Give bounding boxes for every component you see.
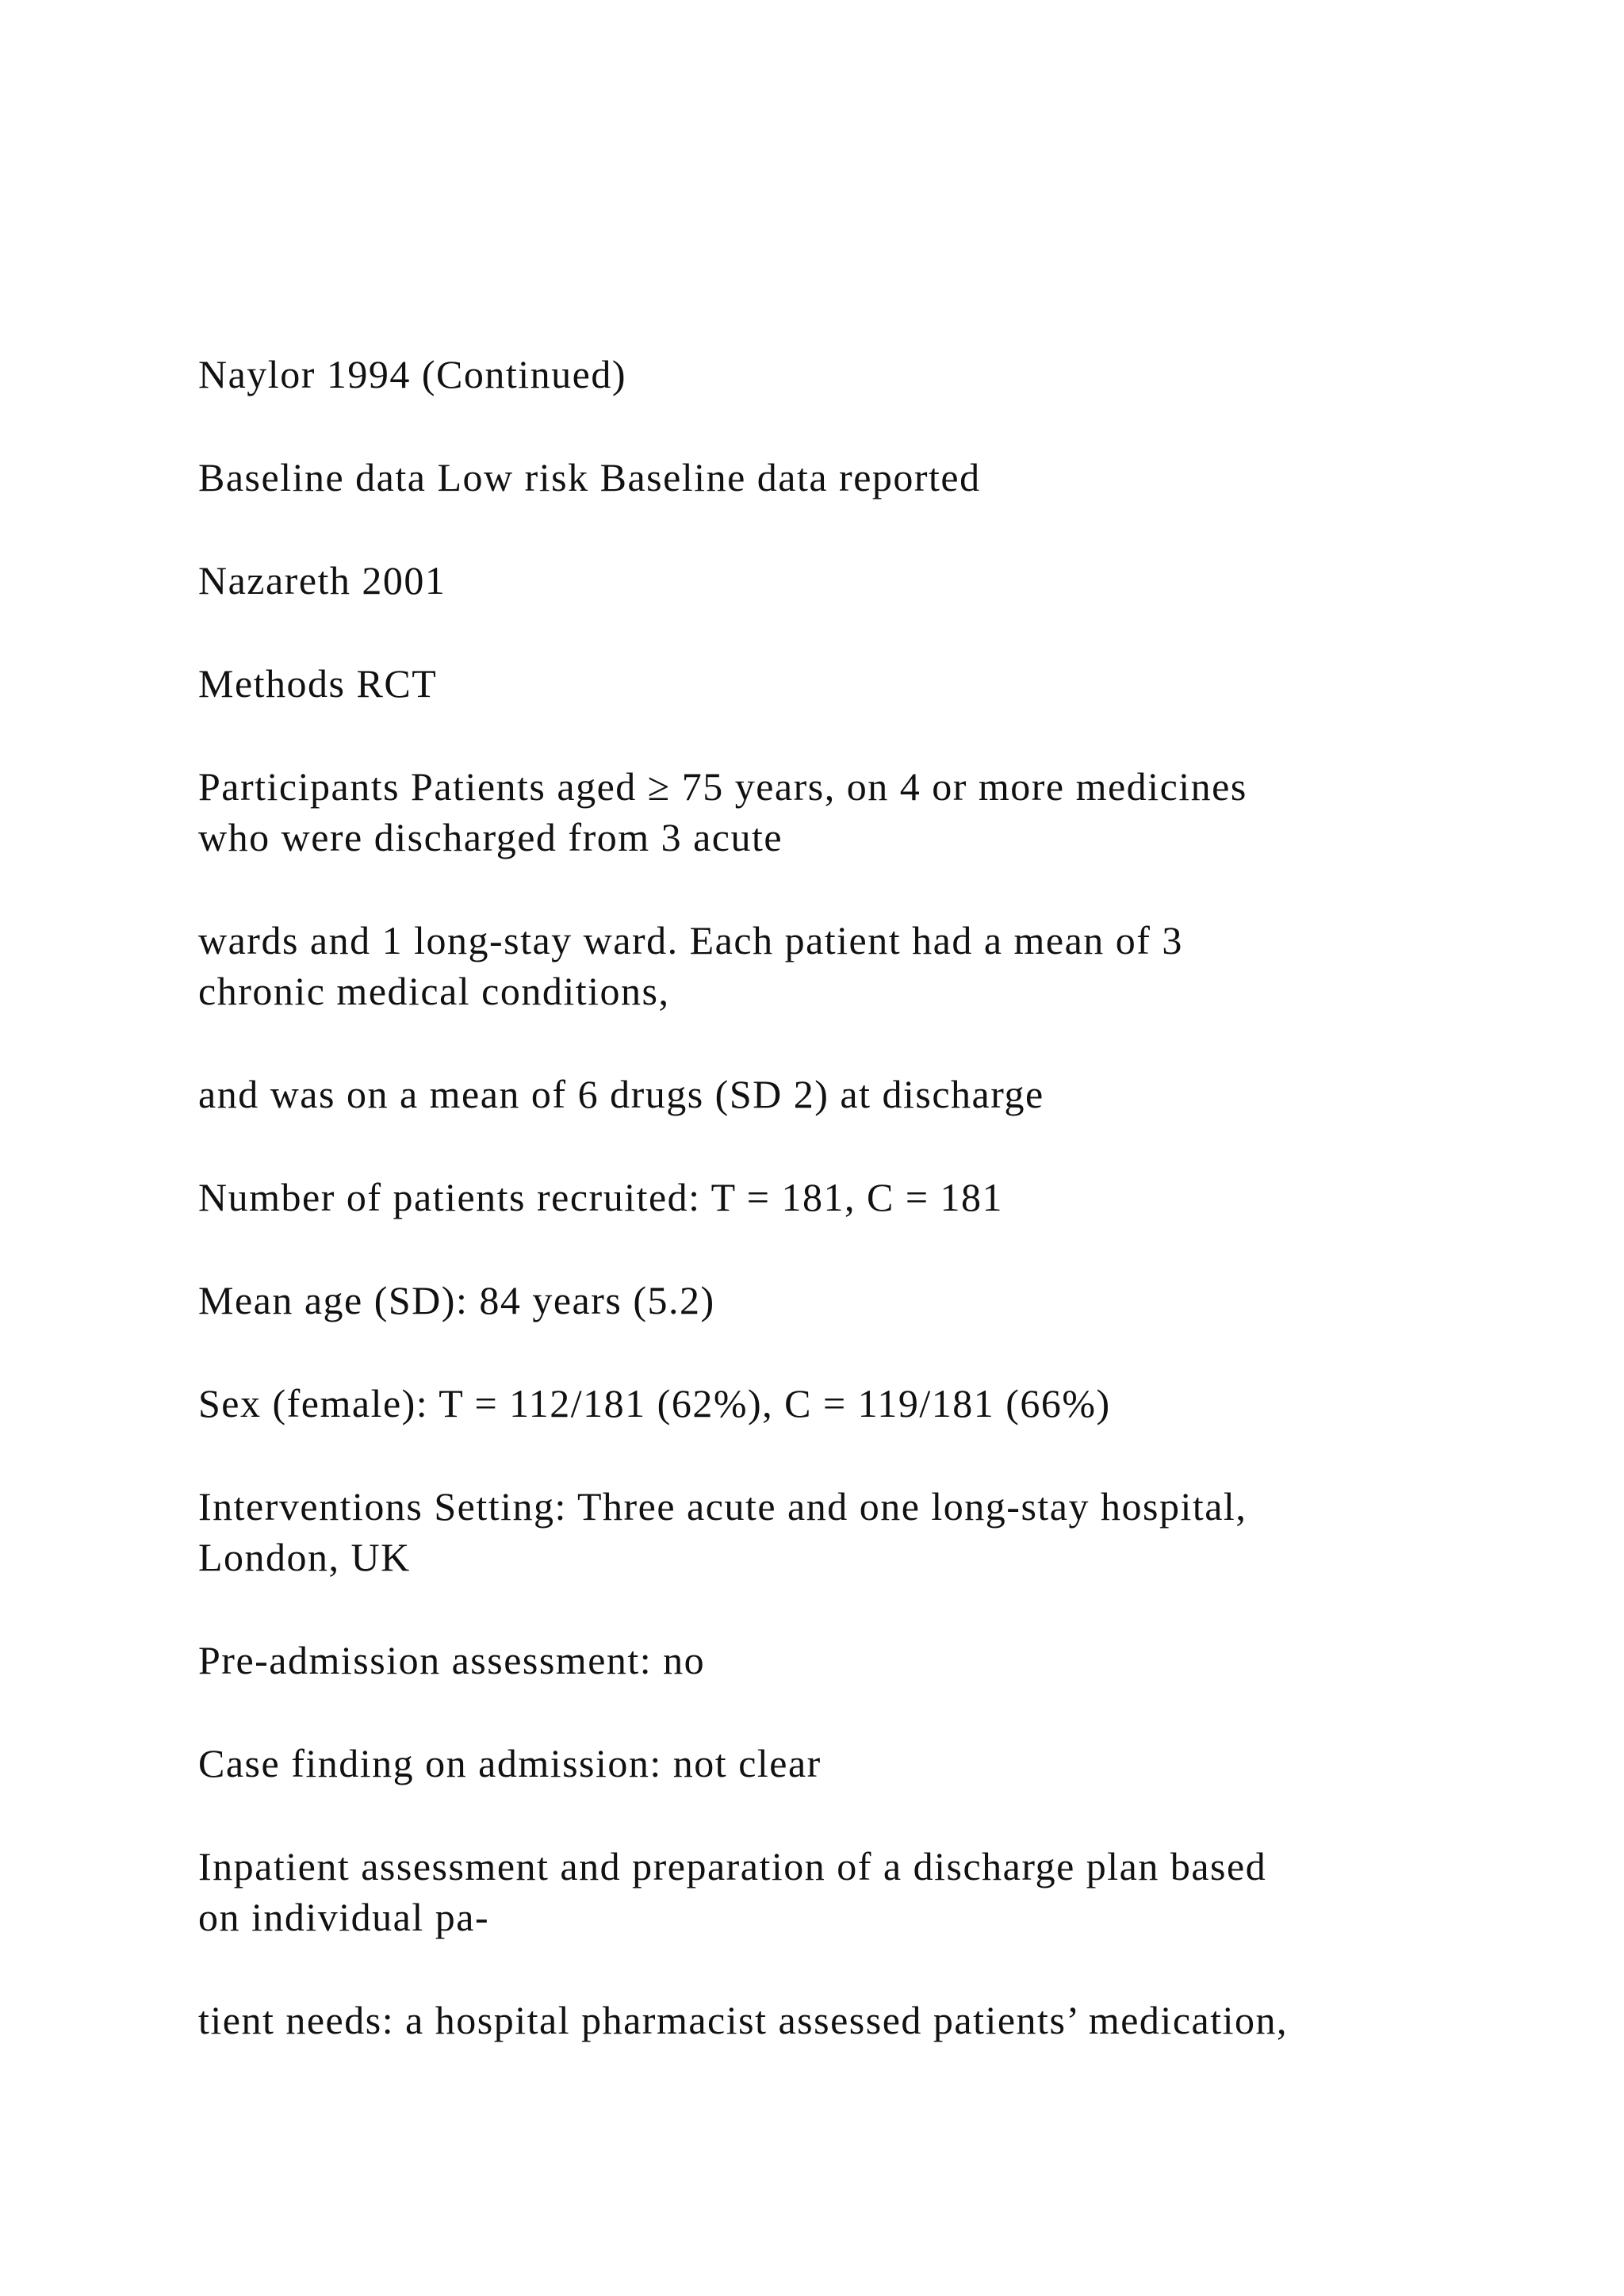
text-line: London, UK — [198, 1535, 411, 1579]
paragraph-mean-age — [198, 1275, 1483, 1326]
text-line: Mean age (SD): 84 years (5.2) — [198, 1278, 715, 1322]
text-line: Interventions Setting: Three acute and one long-stay hospital, — [198, 1484, 1247, 1529]
paragraph-recruited — [198, 1172, 1483, 1223]
text-line: Nazareth 2001 — [198, 558, 446, 603]
text-line: Methods RCT — [198, 661, 438, 706]
paragraph-sex — [198, 1378, 1483, 1429]
text-line: on individual pa- — [198, 1895, 490, 1939]
paragraph-drugs — [198, 1069, 1483, 1119]
paragraph-study-heading — [198, 555, 1483, 606]
document-body — [198, 349, 1483, 2098]
paragraph-case-finding — [198, 1738, 1483, 1789]
paragraph-baseline-data — [198, 452, 1483, 503]
text-line: Sex (female): T = 112/181 (62%), C = 119/181 (66%) — [198, 1381, 1111, 1425]
paragraph-methods — [198, 658, 1483, 709]
text-line: Pre-admission assessment: no — [198, 1638, 706, 1682]
paragraph-wards — [198, 915, 1483, 1016]
paragraph-patient-needs — [198, 1995, 1483, 2045]
text-line: Case finding on admission: not clear — [198, 1741, 822, 1785]
text-line: wards and 1 long-stay ward. Each patient had a mean of 3 — [198, 918, 1183, 962]
text-line: chronic medical conditions, — [198, 969, 670, 1013]
text-line: Number of patients recruited: T = 181, C = 181 — [198, 1175, 1004, 1219]
text-line: Inpatient assessment and preparation of a discharge plan based — [198, 1844, 1267, 1888]
text-line: and was on a mean of 6 drugs (SD 2) at discharge — [198, 1072, 1044, 1116]
text-line: tient needs: a hospital pharmacist assessed patients’ medication, — [198, 1998, 1288, 2042]
paragraph-participants — [198, 761, 1483, 863]
paragraph-pre-admission — [198, 1635, 1483, 1686]
text-line: Participants Patients aged ≥ 75 years, on 4 or more medicines — [198, 764, 1247, 809]
paragraph-interventions — [198, 1481, 1483, 1582]
text-line: Naylor 1994 (Continued) — [198, 352, 626, 396]
text-line: who were discharged from 3 acute — [198, 815, 783, 859]
text-line: Baseline data Low risk Baseline data reported — [198, 455, 981, 499]
paragraph-inpatient-assessment — [198, 1841, 1483, 1942]
paragraph-naylor-continued — [198, 349, 1483, 400]
